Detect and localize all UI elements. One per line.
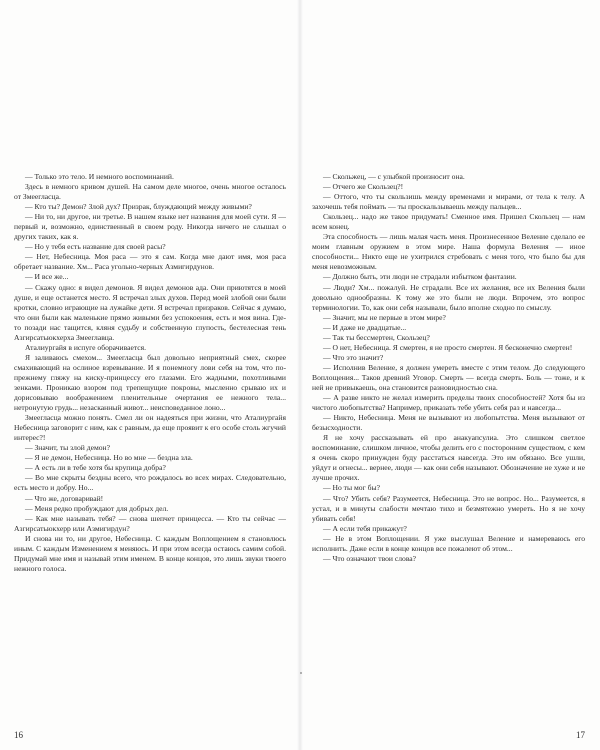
page-number: 16	[14, 730, 23, 740]
paragraph: Аталиургайя в испуге оборачивается.	[25, 342, 147, 352]
paragraph: — Так ты бессмертен, Скользец?	[323, 332, 430, 342]
paragraph: — Я не демон, Небесница. Но во мне — бездна зла.	[25, 453, 193, 463]
paragraph: — Что же, договаривай!	[25, 493, 104, 503]
right-page	[312, 172, 585, 740]
paragraph: — Что это значит?	[323, 352, 384, 362]
paragraph: — Как мне называть тебя? — снова шепчет принцесса. — Кто ты сейчас — Азгирсатьюкхерр или Азмигирдун?	[14, 513, 286, 533]
paragraph: — Только это тело. И немного воспоминаний.	[25, 172, 174, 181]
left-page-text	[14, 172, 286, 574]
paragraph: — Исполнив Веление, я должен умереть вместе с этим телом. До следующего Воплощения... Таков древний Уговор. Смерть — всегда смерть. Боль — тоже, и к ней не привыкаешь, она становится разновидностью сна.	[312, 362, 585, 392]
paragraph: — О нет, Небесница. Я смертен, я не просто смертен. Я бесконечно смертен!	[323, 342, 573, 352]
paragraph: — Ни то, ни другое, ни третье. В нашем языке нет названия для моей сути. Я — первый и, возможно, единственный в своем роду. Никогда ничего не слышал о других таких, как я.	[14, 212, 286, 242]
paragraph: — Значит, ты злой демон?	[25, 443, 110, 453]
paragraph: — Что? Убить себя? Разумеется, Небесница. Это не вопрос. Но... Разумеется, я устал, и в минуты слабости мечтаю тихо и безмятежно умереть. Но я не хочу убивать себя!	[312, 493, 585, 523]
paragraph: Скользец... надо же такое придумать! Сменное имя. Пришел Скользец — нам всем конец.	[312, 212, 585, 232]
paragraph: Эта способность — лишь малая часть меня. Произнесенное Веление сделало ее моим главным оружием в этом мире. Наша формула Веления — иное способности... Никто еще не ухитрился стребовать с меня того, что было бы для меня невозможным.	[312, 232, 585, 272]
paragraph: — Во мне скрыты бездны всего, что рождалось во всех мирах. Следовательно, есть место и добру. Но...	[14, 473, 286, 493]
paragraph: — Никто, Небесница. Меня не вызывают из любопытства. Меня вызывают от безысходности.	[312, 413, 585, 433]
paragraph: — И даже не двадцатые...	[323, 322, 407, 332]
paragraph: — Но ты мог бы?	[323, 483, 380, 493]
paragraph: — Отчего же Скользец?!	[323, 182, 404, 192]
paragraph: — Что означают твои слова?	[323, 553, 417, 563]
right-page-text	[312, 172, 585, 564]
paragraph: — А если тебя прикажут?	[323, 523, 407, 533]
paragraph: — Не в этом Воплощении. Я уже выслушал Веление и намереваюсь его исполнить. Даже если в конце концов все пожалеют об этом...	[312, 533, 585, 553]
paragraph: — А разве никто не желал измерить пределы твоих способностей? Хотя бы из чистого любопытства? Например, приказать тебе убить себя раз и навсегда...	[312, 393, 585, 413]
page-number: 17	[576, 730, 585, 740]
paragraph: — Меня редко пробуждают для добрых дел.	[25, 503, 169, 513]
paragraph: И снова ни то, ни другое, Небесница. С каждым Воплощением я становлюсь иным. С каждым Изменением я меняюсь. И при этом всегда остаюсь самим собой. Придумай мне имя и называй этим именем. В конце концов, это лишь звуки твоего нежного голоса.	[14, 533, 286, 573]
paragraph: — Значит, мы не первые в этом мире?	[323, 312, 446, 322]
paragraph: — Кто ты? Демон? Злой дух? Призрак, блуждающий между живыми?	[25, 202, 252, 212]
paragraph: — Должно быть, эти люди не страдали избытком фантазии.	[323, 272, 517, 282]
paragraph: — Оттого, что ты скользишь между временами и мирами, от тела к телу. А захочешь тебя поймать — ты проскальзываешь между пальцев...	[312, 192, 585, 212]
paragraph: — И все же...	[25, 272, 69, 282]
paragraph: Змеегласца можно понять. Смел ли он надеяться при жизни, что Аталиургайя Небесница заговорит с ним, как с равным, да еще проявит к его особе столь жгучий интерес?!	[14, 413, 286, 443]
scan-speck	[300, 672, 302, 674]
paragraph: — А есть ли в тебе хотя бы крупица добра?	[25, 463, 166, 473]
paragraph: Я не хочу рассказывать ей про анакуапсулиа. Это слишком светлое воспоминание, слишком личное, чтобы делить его с посторонним существом, с кем я очень скоро принужден буду расстаться навсегда. Это им обязано. Все ушли, уйдут и огнесы... вернее, люди — как они себя называют. Обозначение не хуже и не лучше прочих.	[312, 433, 585, 483]
paragraph: — Нет, Небесница. Моя раса — это я сам. Когда мне дают имя, моя раса обретает название. Хм... Раса угольно-черных Азмигирдунов.	[14, 252, 286, 272]
paragraph: Здесь в немного кривом душей. На самом деле многое, очень многое осталось от Змеегласца.	[14, 182, 286, 202]
paragraph: Я заливаюсь смехом... Змеегласца был довольно неприятный смех, скорее смахивающий на ослиное взревывание. И я понемногу лови себя на том, что по-прежнему гляжу на киску-принцессу его глазами. Его жадными, похотливыми зенками. Проникаю взором под трепещущие покровы, мысленно срываю их и дорисовываю воображением пленительные очертания ее нежного тела... нетронутую грудь... незасканный живот... неисповеданное лоно...	[14, 352, 286, 413]
left-page	[14, 172, 286, 740]
paragraph: — Скольжец, — с улыбкой произносит она.	[323, 172, 465, 181]
paragraph: — Скажу одно: я видел демонов. Я видел демонов ада. Они приютятся в моей душе, и еще останется место. Я встречал злых духов. Перед моей злобой они были кротки, словно играющие на лужайке дети. Я встречал призраков. Сейчас я думаю, что они были как маленькие прямо живыми без успокоения, есть и моя вина. Где-то позади нас тащится, кляня судьбу и собственную глупость, бестелесная тень Азгирсатьюкхерха Змееглавца.	[14, 282, 286, 342]
paragraph: — Люди? Хм... пожалуй. Не страдали. Все их желания, все их Веления были довольно однообразны. К тому же это были не люди. Впрочем, это вопрос терминологии. То, как они себя называли, было вполне сходно по смыслу.	[312, 282, 585, 312]
book-gutter	[297, 0, 303, 750]
paragraph: — Но у тебя есть название для своей расы?	[25, 242, 166, 252]
